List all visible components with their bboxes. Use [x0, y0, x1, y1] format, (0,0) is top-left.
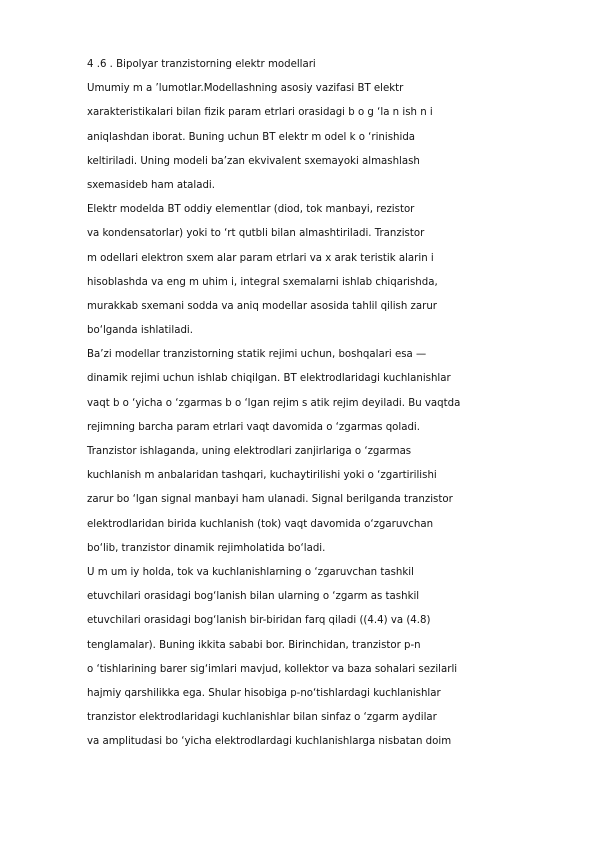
text-line: bo‘lganda ishlatiladi. — [87, 325, 193, 337]
text-line: xarakteristikalari bilan fizik param etrlari orasidagi b o g ‘la n ish n i — [87, 107, 433, 119]
text-line: tenglamalar). Buning ikkita sababi bor. Birinchidan, tranzistor p-n — [87, 639, 421, 651]
text-line: U m um iy holda, tok va kuchlanishlarning o ‘zgaruvchan tashkil — [87, 566, 414, 578]
text-line: va kondensatorlar) yoki to ‘rt qutbli bilan almashtiriladi. Tranzistor — [87, 228, 425, 240]
text-line: Tranzistor ishlaganda, uning elektrodlari zanjirlariga o ‘zgarmas — [87, 446, 412, 457]
text-line: sxemasideb ham ataladi. — [87, 179, 215, 191]
document-text — [87, 53, 557, 754]
text-line: keltiriladi. Uning modeli ba’zan ekvivalent sxemayoki almashlash — [87, 155, 420, 167]
section-heading: 4 .6 . Bipolyar tranzistorning elektr modellari — [87, 59, 316, 70]
text-line: kuchlanish m anbalaridan tashqari, kuchaytirilishi yoki o ‘zgartirilishi — [87, 470, 437, 482]
text-line: tranzistor elektrodlaridagi kuchlanishlar bilan sinfaz o ‘zgarm aydilar — [87, 712, 437, 724]
text-line: Umumiy m a ’lumotlar.Modellashning asosiy vazifasi BT elektr — [87, 83, 404, 95]
text-line: dinamik rejimi uchun ishlab chiqilgan. BT elektrodlaridagi kuchlanishlar — [87, 373, 451, 385]
text-line: murakkab sxemani sodda va aniq modellar asosida tahlil qilish zarur — [87, 300, 437, 312]
text-line: hisoblashda va eng m uhim i, integral sxemalarni ishlab chiqarishda, — [87, 276, 438, 288]
text-line: elektrodlaridan birida kuchlanish (tok) vaqt davomida o‘zgaruvchan — [87, 518, 434, 530]
text-line: aniqlashdan iborat. Buning uchun BT elektr m odel k o ‘rinishida — [87, 131, 416, 143]
text-line: bo‘lib, tranzistor dinamik rejimholatida bo‘ladi. — [87, 542, 326, 554]
text-line: zarur bo ‘lgan signal manbayi ham ulanadi. Signal berilganda tranzistor — [87, 494, 453, 506]
text-line: va amplitudasi bo ‘yicha elektrodlardagi kuchlanishlarga nisbatan doim — [87, 736, 452, 748]
text-line: etuvchilari orasidagi bog‘lanish bir-biridan farq qiladi ((4.4) va (4.8) — [87, 615, 431, 627]
text-line: m odellari elektron sxem alar param etrlari va x arak teristik alarin i — [87, 252, 434, 264]
text-line: hajmiy qarshilikka ega. Shular hisobiga p-no‘tishlardagi kuchlanishlar — [87, 687, 441, 699]
text-line: vaqt b o ‘yicha o ‘zgarmas b o ‘lgan rejim s atik rejim deyiladi. Bu vaqtda — [87, 397, 461, 409]
text-line: etuvchilari orasidagi bog‘lanish bilan ularning o ‘zgarm as tashkil — [87, 591, 420, 603]
text-line: Elektr modelda BT oddiy elementlar (diod, tok manbayi, rezistor — [87, 204, 415, 216]
text-line: Ba’zi modellar tranzistorning statik rejimi uchun, boshqalari esa — — [87, 349, 427, 361]
text-line: rejimning barcha param etrlari vaqt davomida o ‘zgarmas qoladi. — [87, 421, 421, 433]
text-line: o ‘tishlarining barer sig‘imlari mavjud, kollektor va baza sohalari sezilarli — [87, 663, 458, 675]
